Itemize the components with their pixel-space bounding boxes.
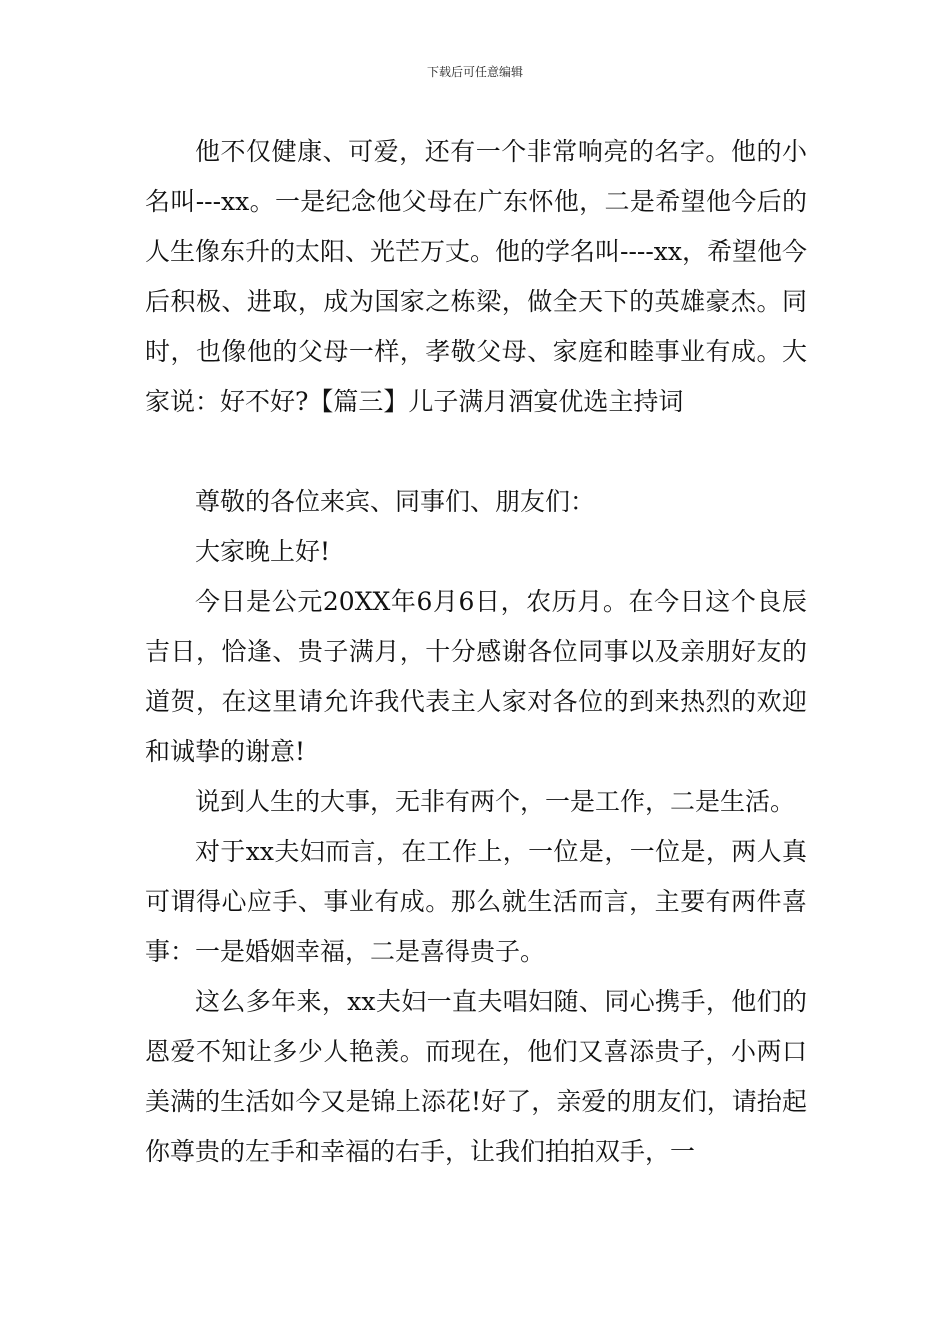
paragraph-4: 今日是公元20XX年6月6日，农历月。在今日这个良辰吉日，恰逢、贵子满月，十分感谢各位同事以及亲朋好友的道贺，在这里请允许我代表主人家对各位的到来热烈的欢迎和诚挚的谢意! [145, 587, 807, 766]
paragraph-3: 大家晚上好! [195, 537, 331, 566]
paragraph-2: 尊敬的各位来宾、同事们、朋友们： [195, 487, 596, 516]
paragraph-1: 他不仅健康、可爱，还有一个非常响亮的名字。他的小名叫---xx。一是纪念他父母在广东怀他，二是希望他今后的人生像东升的太阳、光芒万丈。他的学名叫----xx，希望他今后积极、进取，成为国家之栋梁，做全天下的英雄豪杰。同时，也像他的父母一样，孝敬父母、家庭和睦事业有成。大家说：好不好?【篇三】儿子满月酒宴优选主持词 [145, 137, 807, 416]
paragraph-7: 这么多年来，xx夫妇一直夫唱妇随、同心携手，他们的恩爱不知让多少人艳羡。而现在，他们又喜添贵子，小两口美满的生活如今又是锦上添花!好了，亲爱的朋友们，请抬起你尊贵的左手和幸福的右手，让我们拍拍双手，一 [145, 987, 807, 1166]
document-body [145, 127, 807, 1177]
paragraph-6: 对于xx夫妇而言，在工作上，一位是，一位是，两人真可谓得心应手、事业有成。那么就生活而言，主要有两件喜事：一是婚姻幸福，二是喜得贵子。 [145, 837, 807, 966]
paragraph-5: 说到人生的大事，无非有两个，一是工作，二是生活。 [195, 787, 796, 816]
page-header: 下载后可任意编辑 [426, 65, 523, 79]
paragraph-gap [145, 427, 807, 477]
